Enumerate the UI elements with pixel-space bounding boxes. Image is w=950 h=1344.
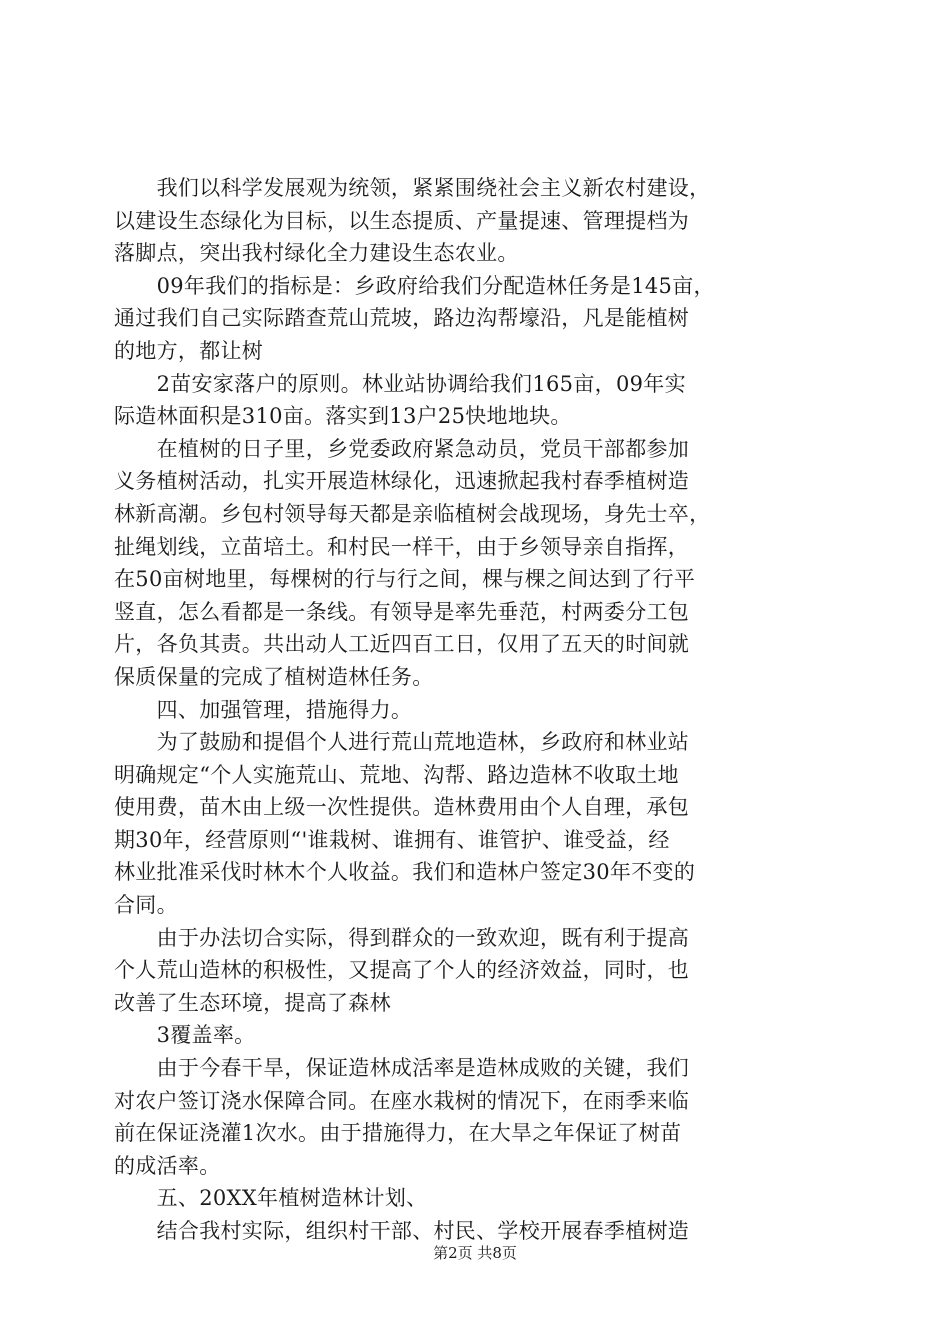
text-line: 前在保证浇灌1次水。由于措施得力，在大旱之年保证了树苗 <box>114 1121 682 1146</box>
text-line: 由于今春干旱，保证造林成活率是造林成败的关键，我们 <box>114 1056 690 1081</box>
text-line: 义务植树活动，扎实开展造林绿化，迅速掀起我村春季植树造 <box>114 469 690 494</box>
text-line: 落脚点，突出我村绿化全力建设生态农业。 <box>114 241 519 266</box>
text-line: 林新高潮。乡包村领导每天都是亲临植树会战现场，身先士卒， <box>114 501 711 526</box>
text-line: 合同。 <box>114 893 178 918</box>
text-line: 对农户签订浇水保障合同。在座水栽树的情况下，在雨季来临 <box>114 1088 690 1113</box>
page-footer: 第2页 共8页 <box>433 1244 517 1262</box>
text-line: 期30年，经营原则“'谁栽树、谁拥有、谁管护、谁受益，经 <box>114 827 670 852</box>
text-line: 结合我村实际，组织村干部、村民、学校开展春季植树造 <box>114 1219 690 1243</box>
text-line: 明确规定“个人实施荒山、荒地、沟帮、路边造林不收取土地 <box>114 762 679 787</box>
text-line: 在50亩树地里，每棵树的行与行之间，棵与棵之间达到了行平 <box>114 567 696 592</box>
text-line: 扯绳划线，立苗培土。和村民一样干，由于乡领导亲自指挥， <box>114 534 690 559</box>
text-line: 在植树的日子里，乡党委政府紧急动员，党员干部都参加 <box>114 436 690 461</box>
text-line: 2苗安家落户的原则。林业站协调给我们165亩，09年实 <box>114 371 686 396</box>
text-line: 3覆盖率。 <box>114 1023 256 1048</box>
text-line: 为了鼓励和提倡个人进行荒山荒地造林，乡政府和林业站 <box>114 730 690 755</box>
text-line: 个人荒山造林的积极性，又提高了个人的经济效益，同时，也 <box>114 958 690 983</box>
text-line: 改善了生态环境，提高了森林 <box>114 990 391 1015</box>
text-line: 竖直，怎么看都是一条线。有领导是率先垂范，村两委分工包 <box>114 599 690 624</box>
text-line: 我们以科学发展观为统领，紧紧围绕社会主义新农村建设， <box>114 176 711 200</box>
document-body <box>114 172 854 1248</box>
text-line: 保质保量的完成了植树造林任务。 <box>114 664 434 689</box>
text-line: 林业批准采伐时林木个人收益。我们和造林户签定30年不变的 <box>114 860 696 885</box>
text-line: 的地方，都让树 <box>114 338 264 363</box>
text-line: 片，各负其责。共出动人工近四百工日，仅用了五天的时间就 <box>114 632 690 657</box>
text-line: 以建设生态绿化为目标，以生态提质、产量提速、管理提档为 <box>114 208 690 233</box>
text-line: 09年我们的指标是：乡政府给我们分配造林任务是145亩， <box>114 273 715 298</box>
text-line: 际造林面积是310亩。落实到13户25快地地块。 <box>114 404 572 429</box>
text-line: 四、加强管理，措施得力。 <box>114 697 413 722</box>
text-line: 五、20XX年植树造林计划、 <box>114 1186 428 1211</box>
text-line: 由于办法切合实际，得到群众的一致欢迎，既有利于提高 <box>114 925 690 950</box>
text-line: 通过我们自己实际踏查荒山荒坡，路边沟帮壕沿，凡是能植树 <box>114 306 690 331</box>
text-line: 使用费，苗木由上级一次性提供。造林费用由个人自理，承包 <box>114 795 690 820</box>
text-line: 的成活率。 <box>114 1153 221 1178</box>
